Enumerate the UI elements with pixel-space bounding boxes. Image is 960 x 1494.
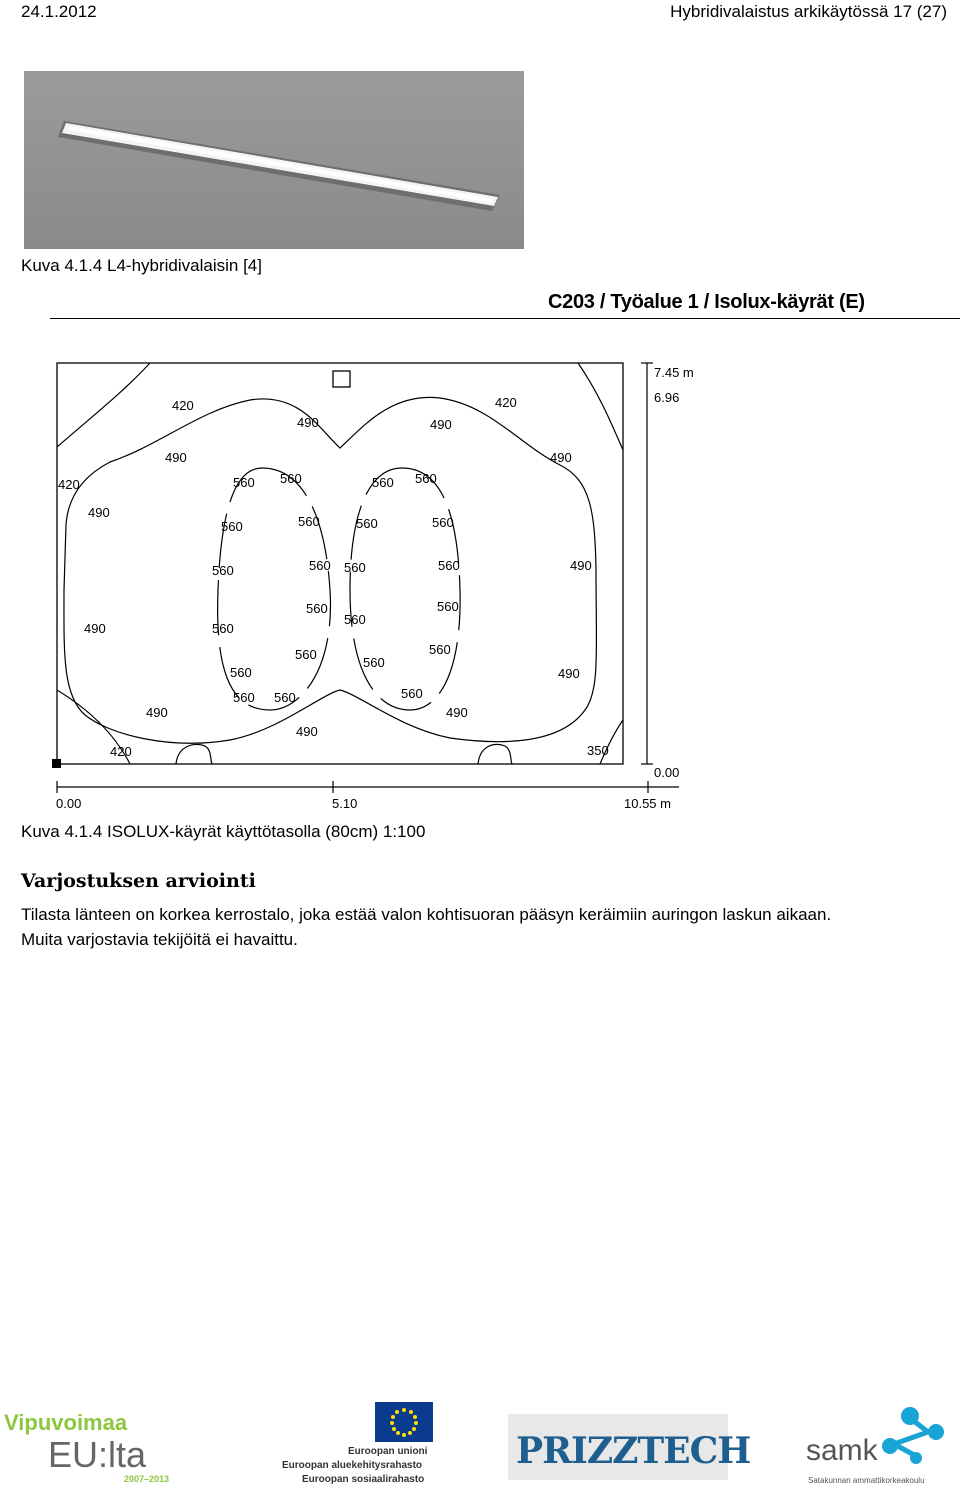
contour-label: 490 [84,621,106,636]
luminaire-photo [24,71,524,249]
contour-label: 490 [430,417,452,432]
x-tick-label: 0.00 [56,796,82,811]
contour-label: 490 [550,450,572,465]
contour-label: 560 [309,558,331,573]
contour-label: 490 [165,450,187,465]
body-line-2: Muita varjostavia tekijöitä ei havaittu. [21,930,298,949]
contour-label: 560 [429,642,451,657]
eu-logo [280,1402,440,1492]
eu-line2: Euroopan aluekehitysrahasto [282,1460,423,1471]
contour-label: 560 [233,475,255,490]
contour-label: 560 [306,601,328,616]
contour-label: 560 [212,563,234,578]
contour-label: 490 [297,415,319,430]
contour-label: 420 [172,398,194,413]
contour-lines [57,363,623,764]
contour-label: 560 [401,686,423,701]
contour-label: 560 [221,519,243,534]
vipuvoimaa-logo [4,1410,184,1490]
isolux-title: C203 / Työalue 1 / Isolux-käyrät (E) [548,291,865,313]
header-date: 24.1.2012 [21,2,97,21]
contour-label: 560 [230,665,252,680]
prizztech-logo [508,1414,751,1480]
contour-label: 560 [344,560,366,575]
contour-label: 350 [587,743,609,758]
contour-label: 560 [372,475,394,490]
contour-label: 490 [296,724,318,739]
contour-label: 560 [212,621,234,636]
contour-label: 490 [558,666,580,681]
contour-label: 490 [146,705,168,720]
y-tick-label: 0.00 [654,765,680,780]
header-title: Hybridivalaistus arkikäytössä 17 (27) [670,2,947,21]
isolux-chart [0,350,720,820]
contour-label: 420 [495,395,517,410]
window-marker [333,371,350,387]
contour-label: 420 [110,744,132,759]
contour-label: 490 [446,705,468,720]
y-tick-label: 6.96 [654,390,680,405]
axes [57,363,679,793]
eulta-text: EU:lta [48,1434,147,1475]
contour-label: 560 [432,515,454,530]
x-tick-label: 5.10 [332,796,358,811]
contour-label: 420 [58,477,80,492]
contour-label: 560 [437,599,459,614]
samk-logo [806,1404,956,1490]
room-outline [57,363,623,764]
contour-label: 560 [298,514,320,529]
origin-marker [52,759,61,768]
contour-label: 560 [356,516,378,531]
contour-label: 490 [88,505,110,520]
samk-subtitle: Satakunnan ammattikorkeakoulu [808,1476,925,1485]
eulta-years: 2007–2013 [124,1474,170,1484]
x-tick-label: 10.55 m [624,796,671,811]
body-line-1: Tilasta länteen on korkea kerrostalo, joka estää valon kohtisuoran pääsyn keräimiin auringon laskun aikaan. [21,905,832,924]
contour-label: 560 [363,655,385,670]
title-rule [50,318,960,319]
samk-text: samk [806,1434,878,1467]
vipuvoimaa-text: Vipuvoimaa [4,1410,128,1435]
eu-line3: Euroopan sosiaalirahasto [302,1474,425,1485]
contour-label: 560 [280,471,302,486]
eu-flag-icon [375,1402,433,1442]
contour-label: 560 [415,471,437,486]
contour-label: 560 [438,558,460,573]
contour-label: 560 [274,690,296,705]
samk-molecule-icon [870,1404,952,1466]
prizztech-text: PRIZZTECH [516,1430,751,1472]
contour-label: 490 [570,558,592,573]
contour-label: 560 [233,690,255,705]
y-tick-label: 7.45 m [654,365,694,380]
eu-line1: Euroopan unioni [348,1446,428,1457]
figure-caption-1: Kuva 4.1.4 L4-hybridivalaisin [4] [21,256,262,275]
contour-label: 560 [344,612,366,627]
section-heading: Varjostuksen arviointi [21,870,256,892]
figure-caption-2: Kuva 4.1.4 ISOLUX-käyrät käyttötasolla (80cm) 1:100 [21,822,426,841]
contour-label: 560 [295,647,317,662]
